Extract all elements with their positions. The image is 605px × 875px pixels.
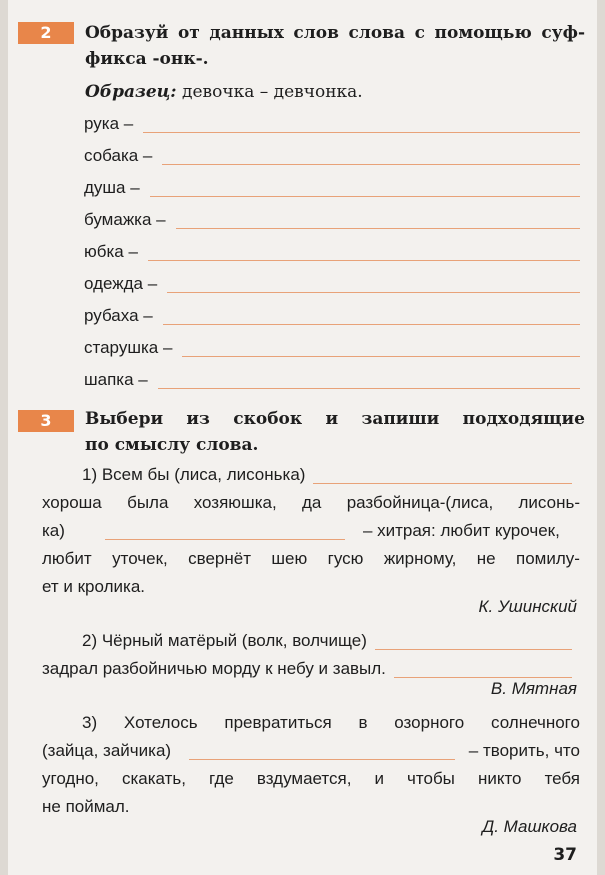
exercise-3-line-2: [42, 737, 580, 765]
task-2-number-badge: 2: [18, 22, 74, 44]
exercise-1-text: ка): [42, 521, 65, 540]
exercise-3-text: (зайца, зайчика): [42, 741, 172, 760]
answer-line[interactable]: [162, 164, 580, 165]
answer-line[interactable]: [182, 356, 580, 357]
answer-line[interactable]: [105, 539, 345, 540]
answer-line[interactable]: [394, 677, 572, 678]
exercise-3-line-1: 3) Хотелось превратиться в озорного солнечного: [82, 713, 580, 732]
exercise-1-text: 1) Всем бы (лиса, лисонька): [82, 465, 306, 484]
exercise-1-line-1: [42, 461, 580, 489]
exercise-1-line-3: [42, 517, 580, 545]
exercise-1-text: – хитрая: любит курочек,: [362, 521, 560, 540]
answer-row: [84, 298, 580, 328]
answer-row: [84, 202, 580, 232]
answer-line[interactable]: [167, 292, 580, 293]
answer-line[interactable]: [176, 228, 580, 229]
word-label: одежда –: [84, 274, 158, 293]
task-3-number-badge: 3: [18, 410, 74, 432]
task-3-instruction-line-1: Выбери из скобок и запиши подходящие: [85, 409, 585, 429]
exercise-3-line-3: угодно, скакать, где вздумается, и чтобы никто тебя: [42, 769, 580, 788]
exercise-2: [42, 627, 580, 683]
word-label: душа –: [84, 178, 140, 197]
word-label: рука –: [84, 114, 134, 133]
word-label: бумажка –: [84, 210, 166, 229]
exercise-3-text: – творить, что: [468, 741, 580, 760]
answer-row: [84, 330, 580, 360]
answer-line[interactable]: [148, 260, 580, 261]
exercise-3-author: Д. Машкова: [482, 817, 577, 836]
task-2-instruction-line-2: фикса -онк-.: [85, 49, 209, 69]
exercise-1-author: К. Ушинский: [478, 597, 577, 616]
exercise-3-line-4: не поймал.: [42, 797, 130, 816]
page-edge-left: [0, 0, 8, 875]
sample-text: девочка – девчонка.: [182, 82, 363, 102]
word-label: собака –: [84, 146, 153, 165]
exercise-1-line-5: ет и кролика.: [42, 577, 145, 596]
word-label: юбка –: [84, 242, 138, 261]
answer-line[interactable]: [375, 649, 572, 650]
answer-line[interactable]: [189, 759, 455, 760]
exercise-3: [42, 709, 580, 821]
sample-label: Образец:: [85, 82, 177, 102]
word-label: рубаха –: [84, 306, 153, 325]
exercise-1: [42, 461, 580, 601]
exercise-2-text: задрал разбойничью морду к небу и завыл.: [42, 659, 386, 678]
page-edge-right: [597, 0, 605, 875]
task-3-instruction-line-2: по смыслу слова.: [85, 435, 259, 455]
answer-line[interactable]: [158, 388, 580, 389]
answer-row: [84, 170, 580, 200]
answer-line[interactable]: [143, 132, 580, 133]
task-3-instruction: [85, 406, 585, 458]
task-2-sample: [85, 80, 363, 104]
word-label: шапка –: [84, 370, 148, 389]
exercise-1-line-4: любит уточек, свернёт шею гусю жирному, не помилу-: [42, 549, 580, 568]
exercise-2-author: В. Мятная: [490, 679, 577, 698]
page-number: 37: [553, 845, 577, 865]
answer-row: [84, 106, 580, 136]
word-label: старушка –: [84, 338, 173, 357]
answer-line[interactable]: [163, 324, 580, 325]
answer-row: [84, 266, 580, 296]
exercise-2-text: 2) Чёрный матёрый (волк, волчище): [82, 631, 367, 650]
task-2-instruction: [85, 20, 585, 72]
exercise-1-line-2: хороша была хозяюшка, да разбойница-(лиса, лисонь-: [42, 493, 580, 512]
answer-row: [84, 234, 580, 264]
task-2-instruction-line-1: Образуй от данных слов слова с помощью суф-: [85, 23, 585, 43]
answer-line[interactable]: [150, 196, 580, 197]
answer-line[interactable]: [313, 483, 572, 484]
answer-row: [84, 138, 580, 168]
exercise-2-line-1: [42, 627, 580, 655]
answer-row: [84, 362, 580, 392]
